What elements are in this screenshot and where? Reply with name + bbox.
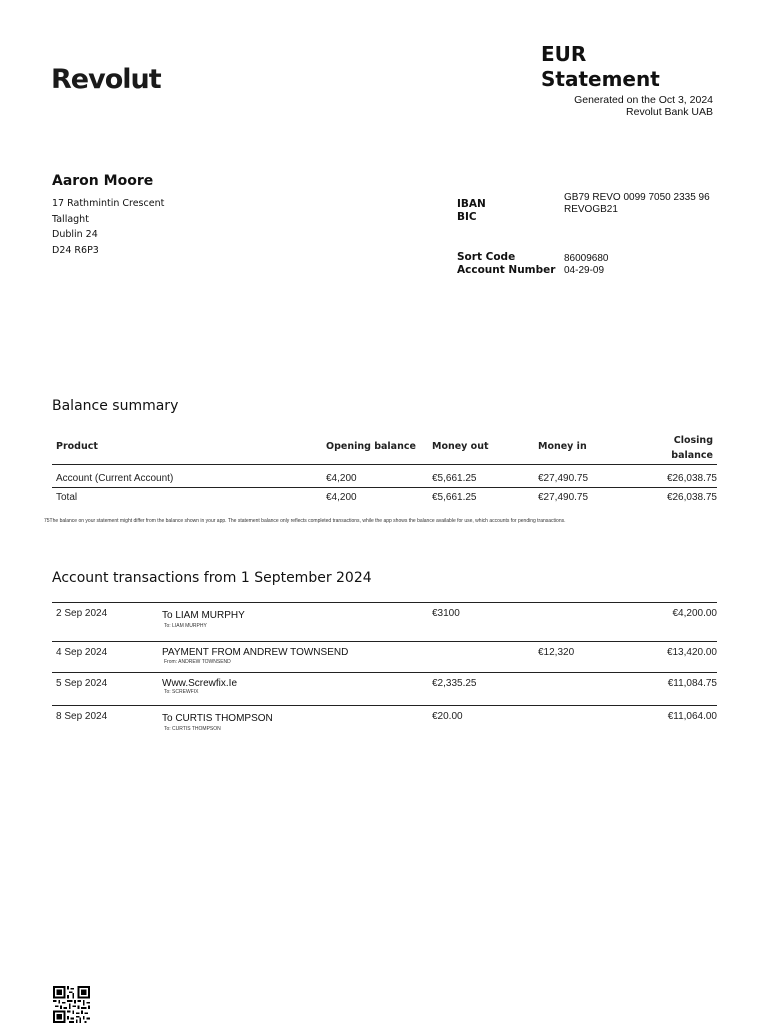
tx-subtitle: To: SCREWFIX — [164, 689, 199, 695]
table-divider — [52, 705, 717, 706]
qr-code — [52, 986, 91, 1023]
summary-total-cell: €26,038.75 — [666, 492, 717, 503]
summary-cell: €26,038.75 — [666, 473, 717, 484]
col-closing-line1: Closing — [673, 435, 713, 446]
sort-code-value: 86009680 — [564, 253, 609, 264]
col-closing-balance — [671, 433, 713, 463]
col-product: Product — [56, 441, 98, 452]
bic-value: REVOGB21 — [564, 204, 618, 215]
tx-date: 2 Sep 2024 — [56, 608, 108, 619]
summary-cell: €4,200 — [326, 473, 357, 484]
tx-date: 8 Sep 2024 — [56, 711, 108, 722]
account-number-label: Account Number — [457, 264, 556, 276]
generated-info — [574, 94, 713, 118]
table-divider — [52, 672, 717, 673]
col-money-out: Money out — [432, 441, 489, 452]
customer-name: Aaron Moore — [52, 173, 154, 189]
col-money-in: Money in — [538, 441, 587, 452]
col-opening-balance: Opening balance — [326, 441, 416, 452]
statement-title — [541, 42, 660, 92]
generated-date: Generated on the Oct 3, 2024 — [574, 94, 713, 106]
table-divider — [52, 641, 717, 642]
tx-date: 4 Sep 2024 — [56, 647, 108, 658]
tx-subtitle: From: ANDREW TOWNSEND — [164, 659, 231, 665]
summary-total-cell: Total — [56, 492, 78, 503]
bic-label: BIC — [457, 211, 477, 223]
address-line: Tallaght — [52, 213, 89, 225]
address-line: D24 R6P3 — [52, 244, 99, 256]
summary-cell: €27,490.75 — [538, 473, 589, 484]
tx-money-in: €12,320 — [538, 647, 575, 658]
tx-balance: €11,084.75 — [667, 678, 717, 689]
tx-subtitle: To: LIAM MURPHY — [164, 623, 207, 629]
revolut-logo: Revolut — [51, 64, 161, 95]
balance-disclaimer: 75The balance on your statement might differ from the balance shown in your app. The statement balance only reflects completed transactions, while the app shows the balance available for use, which accounts for pending transactions. — [44, 518, 566, 524]
tx-description: PAYMENT FROM ANDREW TOWNSEND — [162, 647, 349, 658]
summary-cell: Account (Current Account) — [56, 473, 174, 484]
tx-money-out: €3100 — [432, 608, 460, 619]
tx-money-out: €2,335.25 — [432, 678, 477, 689]
summary-total-cell: €5,661.25 — [432, 492, 477, 503]
iban-value: GB79 REVO 0099 7050 2335 96 — [564, 192, 710, 203]
summary-total-cell: €4,200 — [326, 492, 357, 503]
table-divider — [52, 602, 717, 603]
summary-cell: €5,661.25 — [432, 473, 477, 484]
table-divider — [52, 487, 717, 488]
customer-address — [52, 196, 164, 258]
tx-balance: €13,420.00 — [666, 647, 717, 658]
sort-code-label: Sort Code — [457, 251, 516, 263]
bank-name: Revolut Bank UAB — [626, 106, 713, 118]
col-closing-line2: balance — [671, 450, 713, 461]
tx-description: To LIAM MURPHY — [162, 610, 245, 621]
tx-balance: €11,064.00 — [667, 711, 717, 722]
summary-total-cell: €27,490.75 — [538, 492, 589, 503]
tx-balance: €4,200.00 — [672, 608, 717, 619]
iban-label: IBAN — [457, 198, 486, 210]
account-number-value: 04-29-09 — [564, 265, 605, 276]
address-line: Dublin 24 — [52, 229, 98, 240]
transactions-heading: Account transactions from 1 September 2024 — [52, 570, 372, 586]
currency-label: EUR — [541, 42, 587, 66]
tx-subtitle: To: CURTIS THOMPSON — [164, 726, 221, 732]
tx-description: Www.Screwfix.Ie — [162, 678, 238, 689]
tx-description: To CURTIS THOMPSON — [162, 713, 273, 724]
statement-label: Statement — [541, 67, 660, 91]
tx-date: 5 Sep 2024 — [56, 678, 108, 689]
address-line: 17 Rathmintin Crescent — [52, 198, 165, 209]
tx-money-out: €20.00 — [432, 711, 463, 722]
balance-summary-heading: Balance summary — [52, 398, 179, 414]
table-divider — [52, 464, 717, 465]
